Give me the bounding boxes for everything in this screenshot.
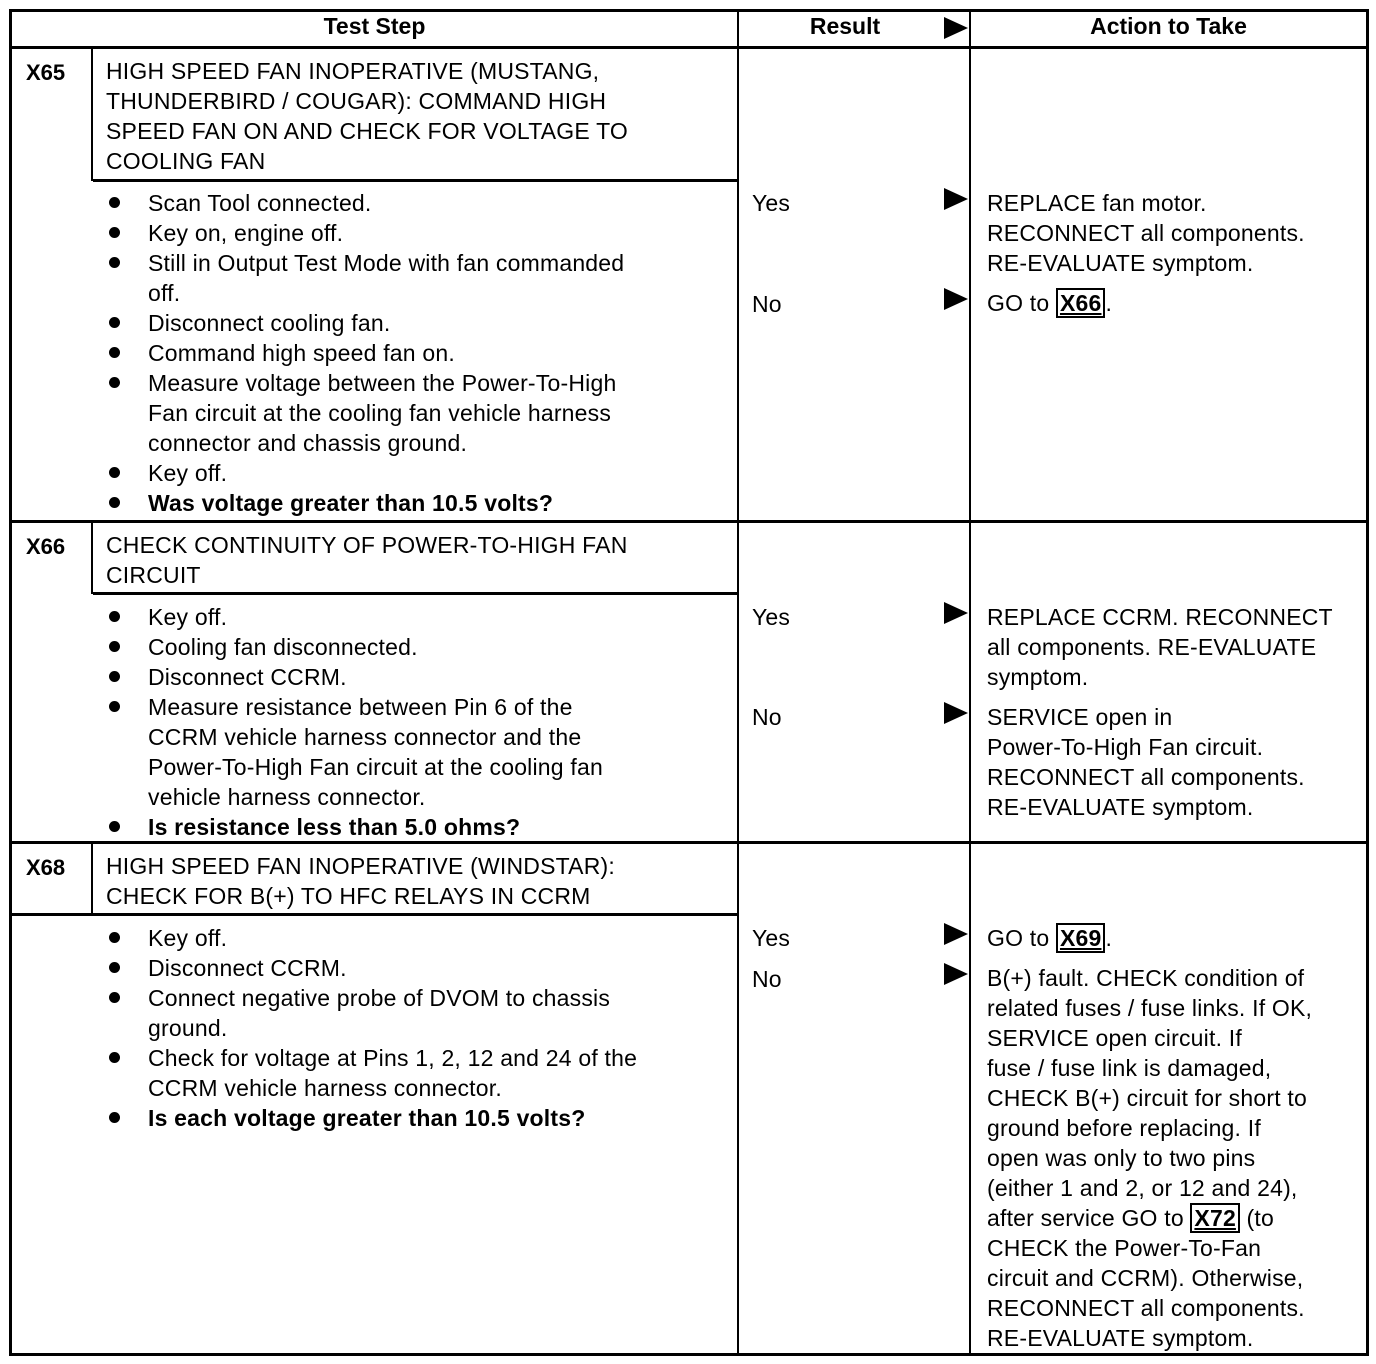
x68-no-action-7: open was only to two pins — [987, 1145, 1256, 1171]
x65-result-no: No — [752, 291, 782, 317]
x66-bullet-text-4a: Measure resistance between Pin 6 of the — [148, 694, 573, 720]
x66-code-divider — [91, 523, 93, 594]
x65-bullet-text-6b: Fan circuit at the cooling fan vehicle harness — [148, 400, 612, 426]
x68-bullet-4 — [109, 1052, 120, 1063]
x65-yes-action-1: REPLACE fan motor. — [987, 190, 1207, 216]
x68-no-action-5: CHECK B(+) circuit for short to — [987, 1085, 1307, 1111]
x66-bullet-text-2: Cooling fan disconnected. — [148, 634, 418, 660]
x68-bullet-5 — [109, 1112, 120, 1123]
table-right-border — [1366, 9, 1369, 1356]
x66-yes-arrow-icon — [944, 602, 968, 624]
x68-no-action-6: ground before replacing. If — [987, 1115, 1261, 1141]
x68-bullet-text-3b: ground. — [148, 1015, 228, 1041]
header-test-step: Test Step — [323, 13, 426, 39]
x65-bullet-text-5: Command high speed fan on. — [148, 340, 455, 366]
x65-bullet-text-6c: connector and chassis ground. — [148, 430, 468, 456]
x68-yes-action-suffix: . — [1105, 925, 1113, 951]
x66-yes-action-1: REPLACE CCRM. RECONNECT — [987, 604, 1333, 630]
table-bottom-border — [9, 1353, 1369, 1356]
x65-no-action-prefix: GO to — [987, 290, 1056, 316]
header-arrow-icon — [944, 17, 968, 39]
x66-no-action-2: Power-To-High Fan circuit. — [987, 734, 1264, 760]
x66-title-line-2: CIRCUIT — [106, 562, 201, 588]
x68-no-action-11: circuit and CCRM). Otherwise, — [987, 1265, 1304, 1291]
x66-section-divider — [9, 520, 1369, 523]
x68-result-yes: Yes — [752, 925, 791, 951]
x65-yes-action-2: RECONNECT all components. — [987, 220, 1305, 246]
x68-no-action-4: fuse / fuse link is damaged, — [987, 1055, 1272, 1081]
x66-bullet-1 — [109, 611, 120, 622]
x65-bullet-text-3a: Still in Output Test Mode with fan commanded — [148, 250, 625, 276]
x69-reference-link[interactable]: X69 — [1056, 923, 1106, 953]
x68-bullet-text-3a: Connect negative probe of DVOM to chassis — [148, 985, 611, 1011]
x65-no-arrow-icon — [944, 288, 968, 310]
x65-code-divider — [91, 49, 93, 181]
x66-result-no: No — [752, 704, 782, 730]
x68-bullet-text-5: Is each voltage greater than 10.5 volts? — [148, 1105, 586, 1131]
x66-no-action-1: SERVICE open in — [987, 704, 1173, 730]
header-bottom-border — [9, 46, 1369, 49]
x65-bullet-4 — [109, 317, 120, 328]
x65-bullet-6 — [109, 377, 120, 388]
x66-yes-action-2: all components. RE-EVALUATE — [987, 634, 1317, 660]
action-column-divider — [969, 9, 971, 1356]
x68-bullet-text-4a: Check for voltage at Pins 1, 2, 12 and 24 of the — [148, 1045, 638, 1071]
x68-no-action-8: (either 1 and 2, or 12 and 24), — [987, 1175, 1298, 1201]
x65-bullet-text-2: Key on, engine off. — [148, 220, 344, 246]
header-result: Result — [809, 13, 881, 39]
x66-bullet-3 — [109, 671, 120, 682]
x66-result-yes: Yes — [752, 604, 791, 630]
x68-title-line-2: CHECK FOR B(+) TO HFC RELAYS IN CCRM — [106, 883, 591, 909]
x65-title-line-4: COOLING FAN — [106, 148, 266, 174]
x68-code-divider — [91, 844, 93, 915]
x68-no-action-2: related fuses / fuse links. If OK, — [987, 995, 1313, 1021]
x68-no-action-13: RE-EVALUATE symptom. — [987, 1325, 1254, 1351]
step-code-x68: X68 — [26, 855, 66, 880]
x65-bullet-3 — [109, 257, 120, 268]
table-top-border — [9, 9, 1369, 12]
x65-result-yes: Yes — [752, 190, 791, 216]
x68-bullet-text-4b: CCRM vehicle harness connector. — [148, 1075, 502, 1101]
x66-yes-action-3: symptom. — [987, 664, 1089, 690]
header-action: Action to Take — [1090, 13, 1247, 39]
step-code-x66: X66 — [26, 534, 66, 559]
x66-bullet-text-4b: CCRM vehicle harness connector and the — [148, 724, 582, 750]
x65-no-action-suffix: . — [1105, 290, 1113, 316]
x65-bullet-1 — [109, 197, 120, 208]
x68-bullet-text-2: Disconnect CCRM. — [148, 955, 347, 981]
x66-title-underline — [93, 592, 738, 595]
x68-no-action-ref-suffix: (to — [1239, 1205, 1274, 1231]
x65-yes-arrow-icon — [944, 188, 968, 210]
x66-bullet-text-1: Key off. — [148, 604, 228, 630]
x65-title-line-1: HIGH SPEED FAN INOPERATIVE (MUSTANG, — [106, 58, 600, 84]
x68-bullet-text-1: Key off. — [148, 925, 228, 951]
x65-title-underline — [93, 179, 738, 182]
result-column-divider — [737, 9, 739, 1356]
x65-bullet-8 — [109, 497, 120, 508]
x68-bullet-2 — [109, 962, 120, 973]
x68-no-action-9 — [987, 1203, 1274, 1233]
x66-bullet-text-5: Is resistance less than 5.0 ohms? — [148, 814, 521, 840]
x66-bullet-5 — [109, 821, 120, 832]
table-left-border — [9, 9, 12, 1356]
x66-bullet-2 — [109, 641, 120, 652]
x68-bullet-1 — [109, 932, 120, 943]
x66-no-arrow-icon — [944, 702, 968, 724]
x65-bullet-text-1: Scan Tool connected. — [148, 190, 372, 216]
x65-bullet-text-8: Was voltage greater than 10.5 volts? — [148, 490, 554, 516]
x72-reference-link[interactable]: X72 — [1190, 1203, 1240, 1233]
x65-no-action — [987, 288, 1112, 318]
x65-bullet-text-7: Key off. — [148, 460, 228, 486]
x66-no-action-3: RECONNECT all components. — [987, 764, 1305, 790]
x66-bullet-text-4d: vehicle harness connector. — [148, 784, 426, 810]
x65-bullet-text-6a: Measure voltage between the Power-To-High — [148, 370, 617, 396]
x65-bullet-5 — [109, 347, 120, 358]
x68-no-action-ref-prefix: after service GO to — [987, 1205, 1191, 1231]
x68-bullet-3 — [109, 992, 120, 1003]
x68-yes-action-prefix: GO to — [987, 925, 1056, 951]
x68-no-action-10: CHECK the Power-To-Fan — [987, 1235, 1262, 1261]
x68-yes-action — [987, 923, 1112, 953]
x68-result-no: No — [752, 966, 782, 992]
x65-yes-action-3: RE-EVALUATE symptom. — [987, 250, 1254, 276]
x68-no-arrow-icon — [944, 963, 968, 985]
x68-no-action-12: RECONNECT all components. — [987, 1295, 1305, 1321]
x68-no-action-1: B(+) fault. CHECK condition of — [987, 965, 1305, 991]
x65-title-line-3: SPEED FAN ON AND CHECK FOR VOLTAGE TO — [106, 118, 629, 144]
x65-bullet-text-3b: off. — [148, 280, 181, 306]
x65-bullet-2 — [109, 227, 120, 238]
x68-no-action-3: SERVICE open circuit. If — [987, 1025, 1242, 1051]
x66-no-action-4: RE-EVALUATE symptom. — [987, 794, 1254, 820]
x65-title-line-2: THUNDERBIRD / COUGAR): COMMAND HIGH — [106, 88, 607, 114]
x66-title-line-1: CHECK CONTINUITY OF POWER-TO-HIGH FAN — [106, 532, 628, 558]
x65-bullet-text-4: Disconnect cooling fan. — [148, 310, 391, 336]
x68-title-line-1: HIGH SPEED FAN INOPERATIVE (WINDSTAR): — [106, 853, 615, 879]
x68-yes-arrow-icon — [944, 923, 968, 945]
x66-reference-link[interactable]: X66 — [1056, 288, 1106, 318]
x68-title-underline — [9, 913, 738, 916]
x65-bullet-7 — [109, 467, 120, 478]
x66-bullet-text-3: Disconnect CCRM. — [148, 664, 347, 690]
x66-bullet-text-4c: Power-To-High Fan circuit at the cooling fan — [148, 754, 603, 780]
step-code-x65: X65 — [26, 60, 66, 85]
x66-bullet-4 — [109, 701, 120, 712]
